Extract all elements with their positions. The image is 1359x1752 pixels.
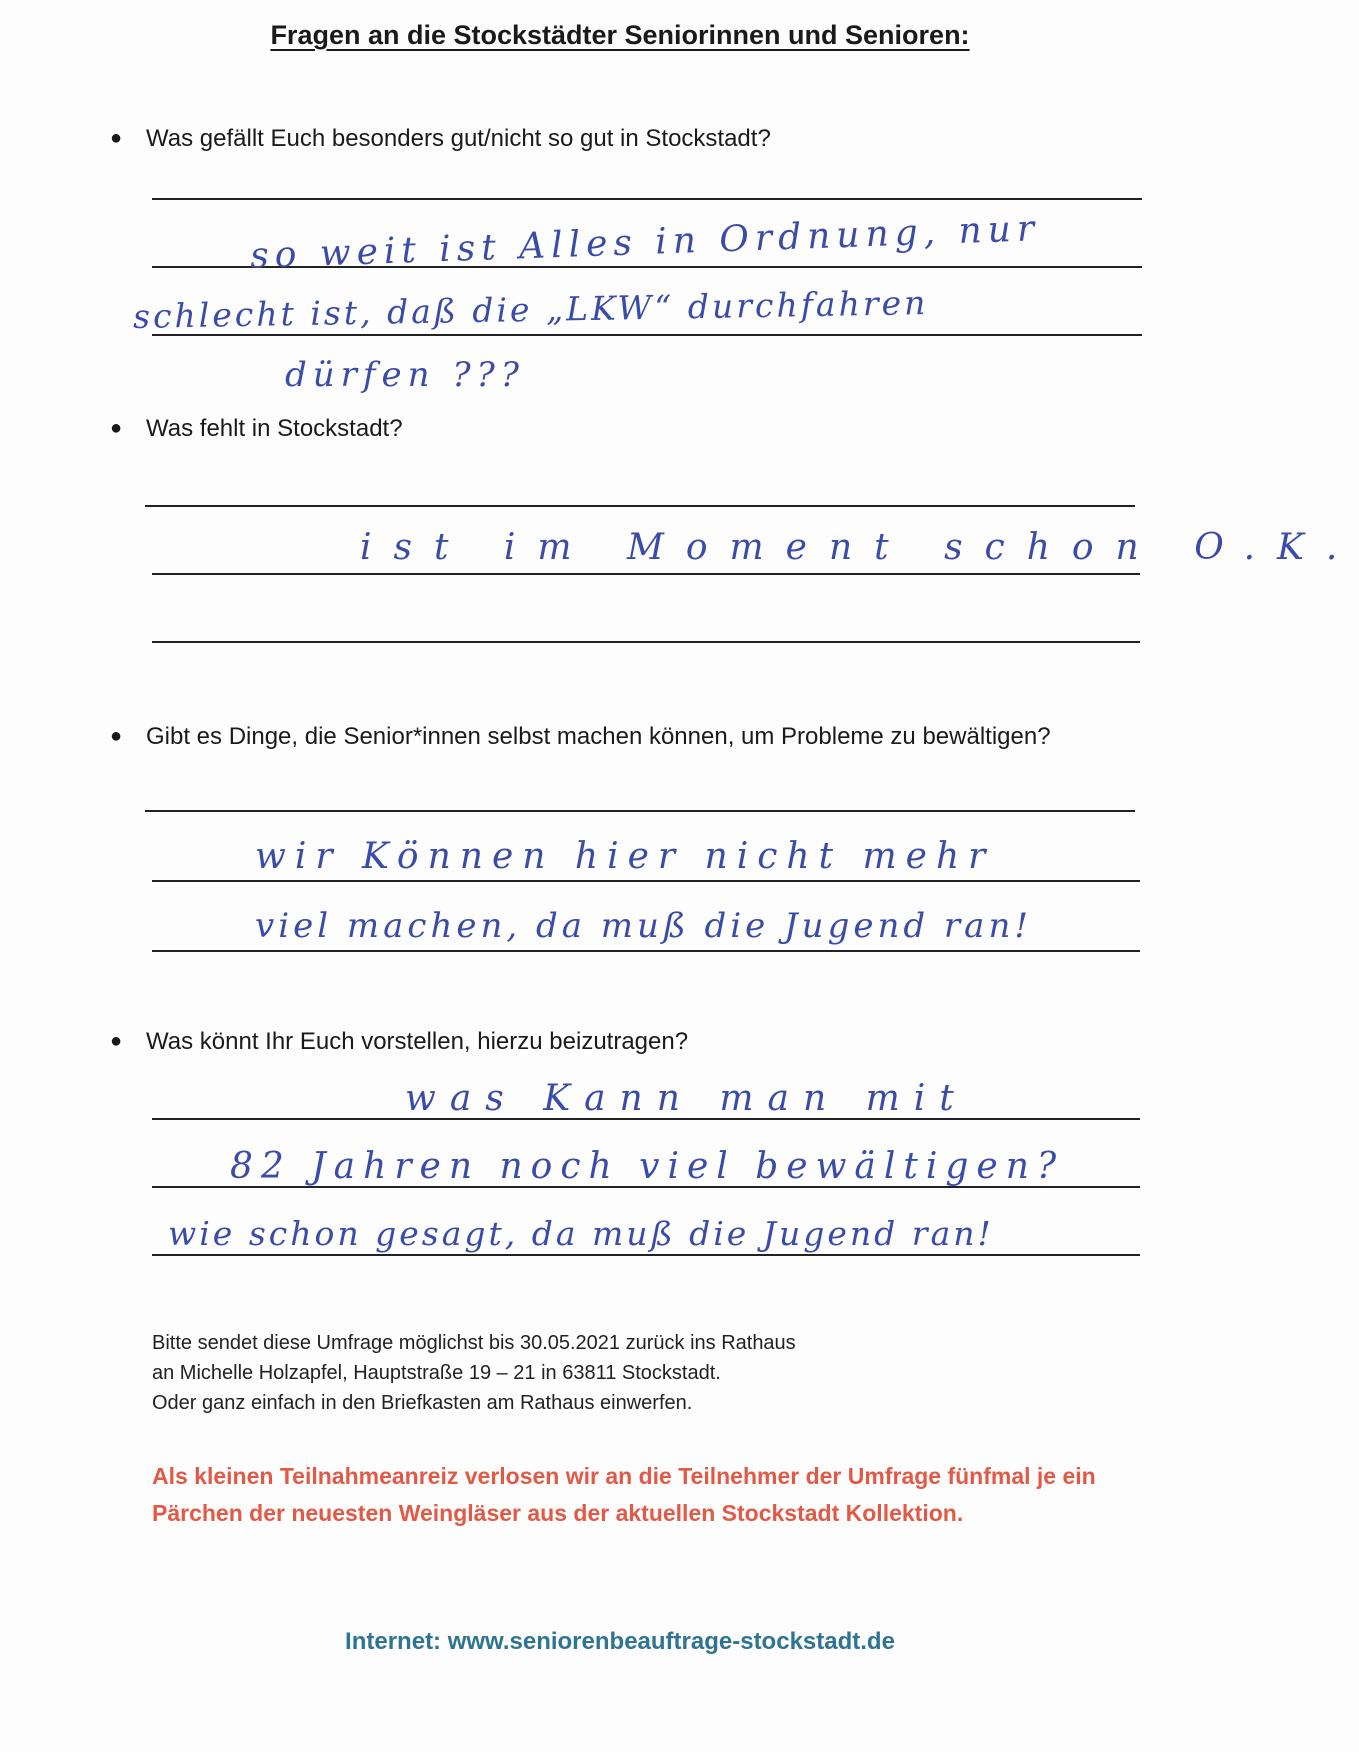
question-1-text: Was gefällt Euch besonders gut/nicht so gut in Stockstadt? (146, 125, 771, 152)
answer-rule (145, 505, 1135, 507)
question-2 (110, 415, 403, 443)
answer-rule (145, 810, 1135, 812)
question-3 (110, 723, 1051, 751)
answer-rule (152, 880, 1140, 882)
answer-4-line-2: 82 Jahren noch viel bewältigen? (230, 1146, 1065, 1187)
bullet-icon: ● (110, 127, 123, 149)
answer-2-line-1: ist im Moment schon O.K. (360, 527, 1359, 568)
bullet-icon: ● (110, 725, 123, 747)
prize-notice: Als kleinen Teilnahmeanreiz verlosen wir an die Teilnehmer der Umfrage fünfmal je ein Pärchen der neuesten Weingläser aus der aktuellen Stockstadt Kollektion. (152, 1463, 1096, 1526)
answer-rule (152, 641, 1140, 643)
answer-3-line-1: wir Können hier nicht mehr (255, 836, 995, 877)
footer-line-2: an Michelle Holzapfel, Hauptstraße 19 – 21 in 63811 Stockstadt. (152, 1362, 721, 1384)
answer-1-line-1: so weit ist Alles in Ordnung, nur (249, 208, 1041, 277)
answer-rule (152, 198, 1142, 200)
bullet-icon: ● (110, 1030, 123, 1052)
question-3-text: Gibt es Dinge, die Senior*innen selbst machen können, um Probleme zu bewältigen? (146, 723, 1051, 750)
answer-4-line-3: wie schon gesagt, da muß die Jugend ran! (168, 1214, 994, 1253)
website-link[interactable]: Internet: www.seniorenbeauftrage-stockstadt.de (345, 1628, 895, 1655)
answer-rule (152, 334, 1142, 336)
answer-rule (152, 1254, 1140, 1256)
question-2-text: Was fehlt in Stockstadt? (146, 415, 403, 442)
footer-line-3: Oder ganz einfach in den Briefkasten am Rathaus einwerfen. (152, 1392, 693, 1414)
answer-1-line-2: schlecht ist, daß die „LKW“ durchfahren (132, 283, 929, 336)
answer-1-line-3: dürfen ??? (285, 355, 526, 395)
question-4 (110, 1028, 688, 1056)
return-instructions (152, 1328, 796, 1418)
answer-rule (152, 950, 1140, 952)
question-1 (110, 125, 771, 153)
answer-4-line-1: was Kann man mit (405, 1078, 968, 1119)
question-4-text: Was könnt Ihr Euch vorstellen, hierzu beizutragen? (146, 1028, 689, 1055)
bullet-icon: ● (110, 417, 123, 439)
footer-line-1: Bitte sendet diese Umfrage möglichst bis 30.05.2021 zurück ins Rathaus (152, 1332, 796, 1354)
answer-3-line-2: viel machen, da muß die Jugend ran! (255, 906, 1033, 946)
page-title: Fragen an die Stockstädter Seniorinnen und Senioren: (270, 20, 970, 50)
answer-rule (152, 573, 1140, 575)
